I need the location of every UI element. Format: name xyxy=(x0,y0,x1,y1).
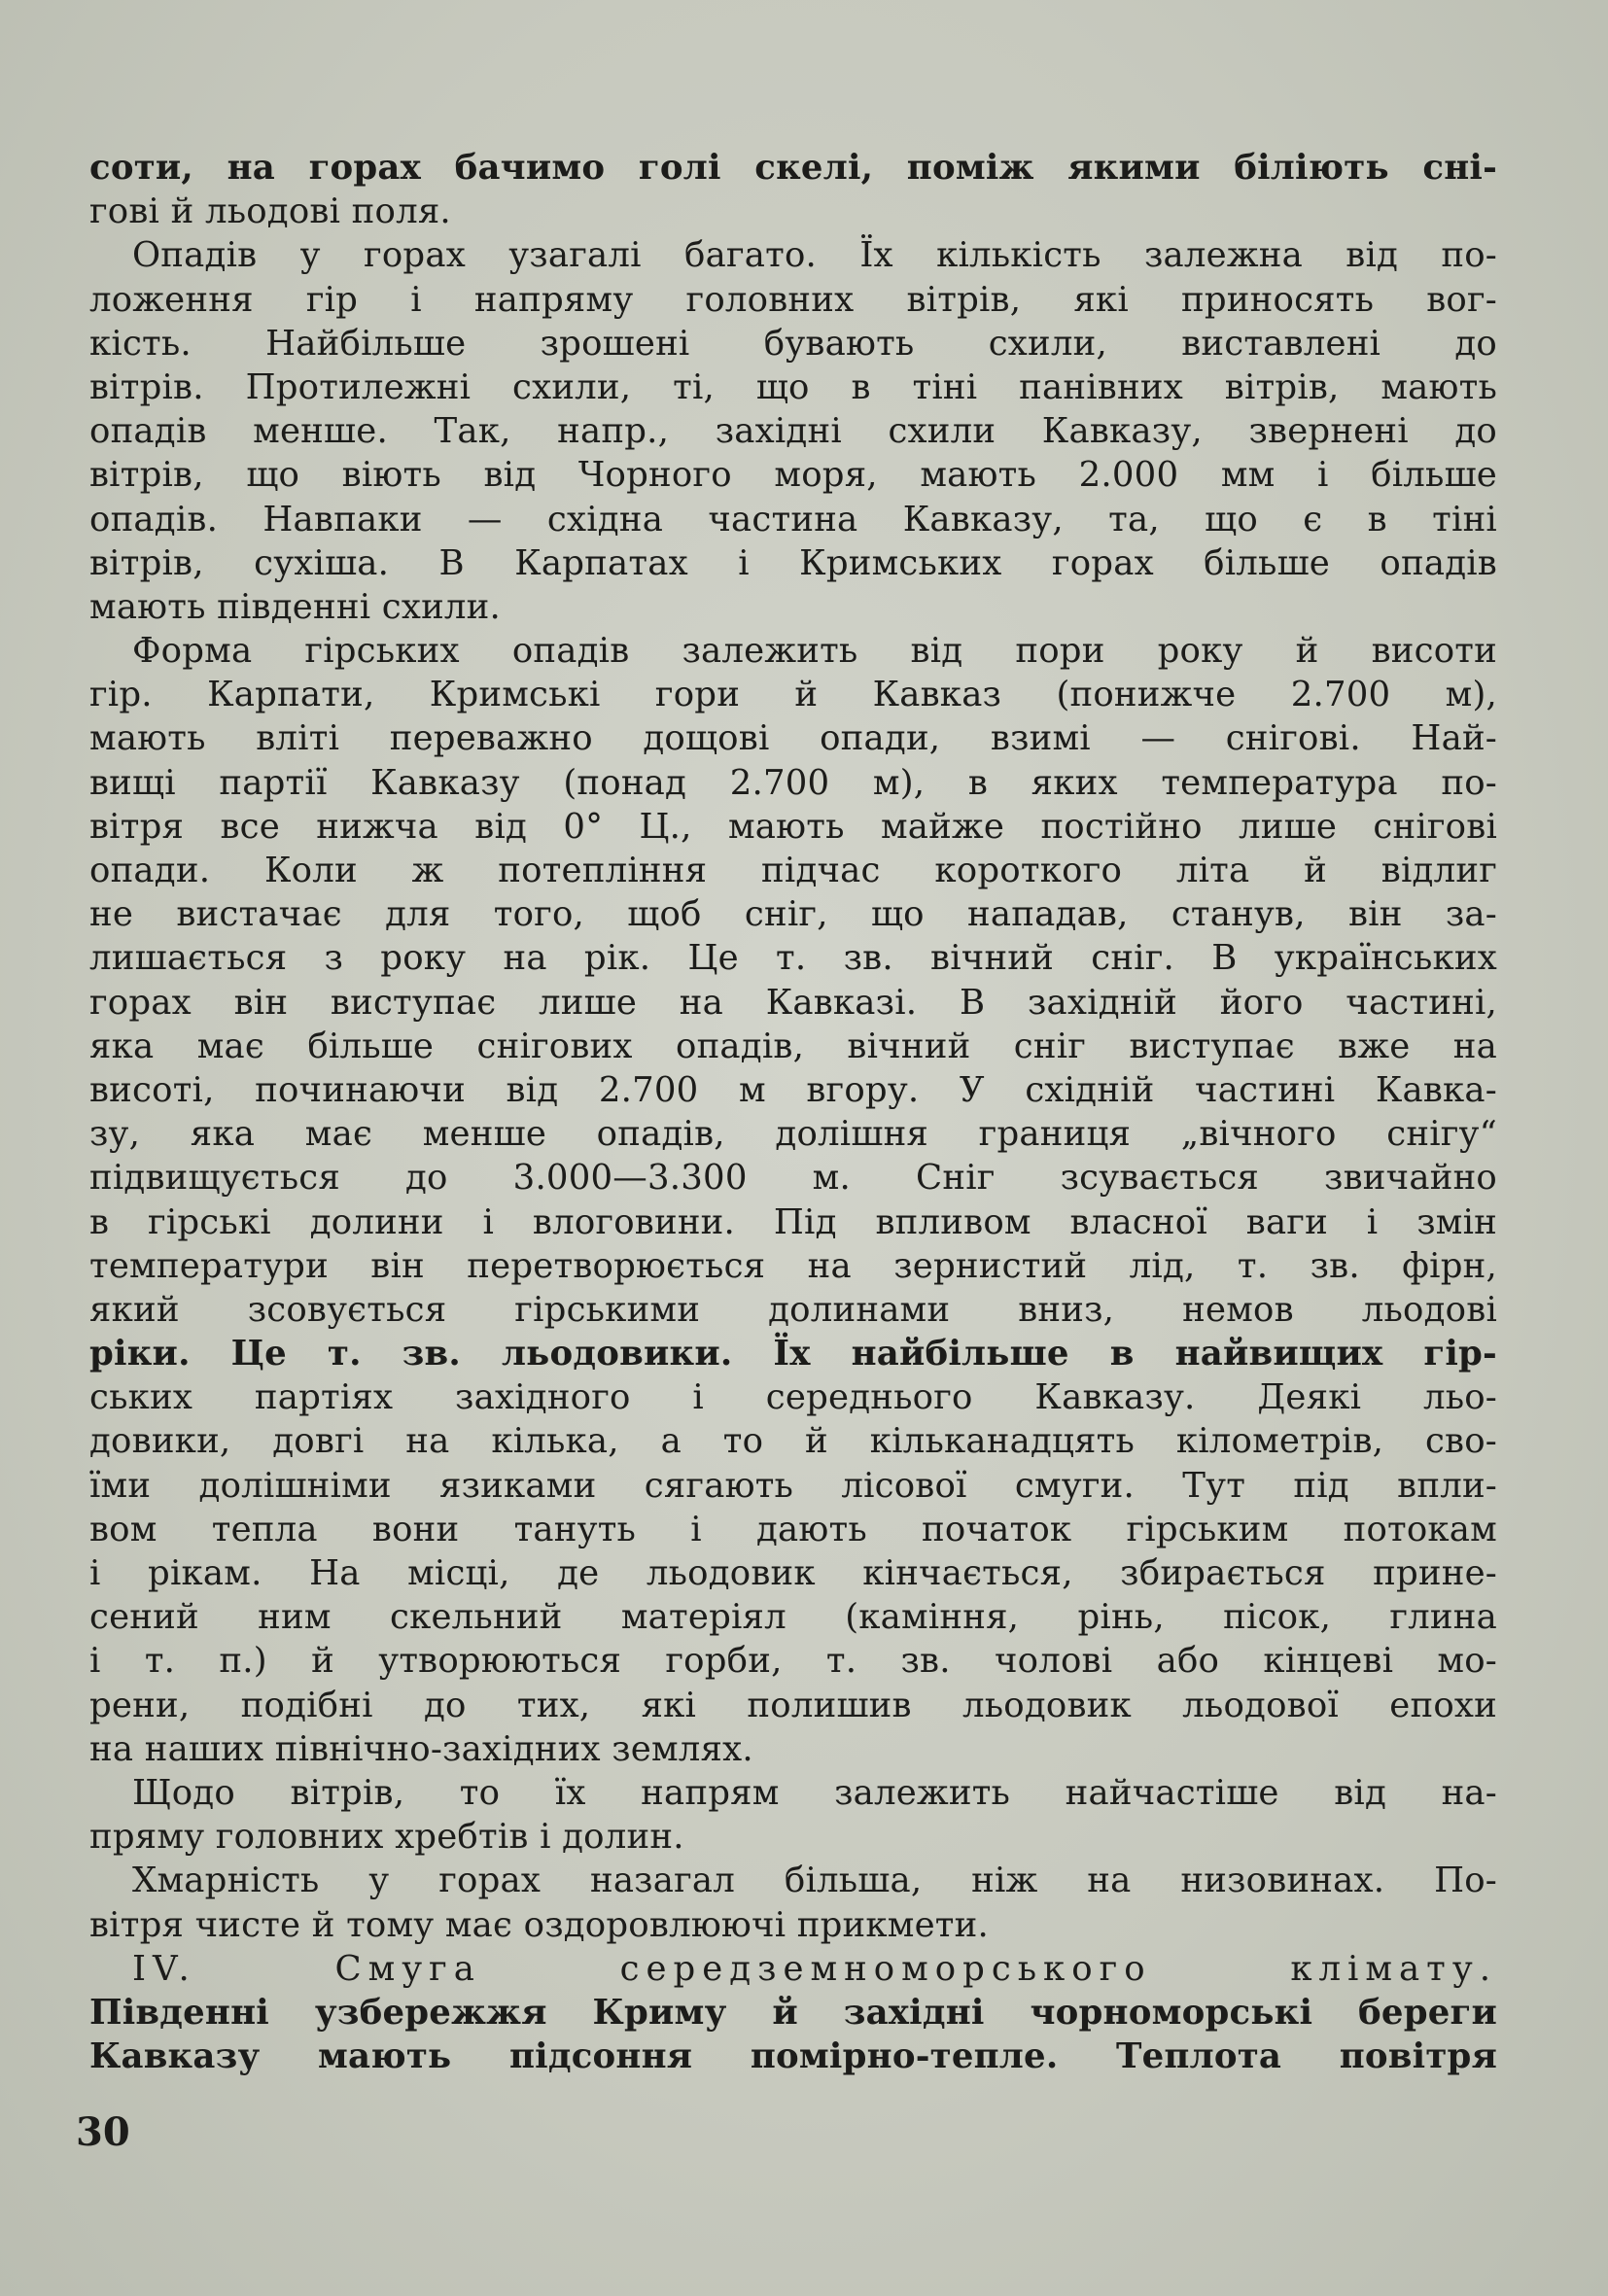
text-line: який зсовується гірськими долинами вниз, немов льодові xyxy=(89,1289,1497,1330)
text-line: гові й льодові поля. xyxy=(89,191,451,232)
text-line: опадів. Навпаки — східна частина Кавказу, та, що є в тіні xyxy=(89,499,1497,539)
text-line: лишається з року на рік. Це т. зв. вічний сніг. В українських xyxy=(89,938,1497,979)
text-line: гір. Карпати, Кримські гори й Кавказ (понижче 2.700 м), xyxy=(89,675,1497,715)
text-line: Кавказу мають підсоння помірно-тепле. Теплота повітря xyxy=(89,2036,1497,2077)
text-line: вітря все нижча від 0° Ц., мають майже постійно лише снігові xyxy=(89,806,1497,847)
text-line: пряму головних хребтів і долин. xyxy=(89,1817,684,1858)
text-line: кість. Найбільше зрошені бувають схили, виставлені до xyxy=(89,323,1497,364)
text-line: Щодо вітрів, то їх напрям залежить найчастіше від на- xyxy=(132,1772,1497,1813)
text-line: Опадів у горах узагалі багато. Їх кількість залежна від по- xyxy=(132,235,1497,276)
text-line: температури він перетворюється на зернистий лід, т. зв. фірн, xyxy=(89,1245,1497,1286)
section-heading: IV. Смуга середземноморського клімату. xyxy=(132,1948,1497,1989)
text-line: ріки. Це т. зв. льодовики. Їх найбільше в найвищих гір- xyxy=(89,1334,1497,1374)
text-line: вітрів, сухіша. В Карпатах і Кримських горах більше опадів xyxy=(89,542,1497,583)
text-line: підвищується до 3.000—3.300 м. Сніг зсувається звичайно xyxy=(89,1158,1497,1199)
text-line: сений ним скельний матеріял (каміння, рінь, пісок, глина xyxy=(89,1597,1497,1638)
text-line: Форма гірських опадів залежить від пори року й висоти xyxy=(132,631,1497,672)
body-text xyxy=(89,146,1497,2078)
text-line: горах він виступає лише на Кавказі. В західній його частині, xyxy=(89,982,1497,1023)
text-line: і рікам. На місці, де льодовик кінчається, збирається прине- xyxy=(89,1553,1497,1593)
text-line: висоті, починаючи від 2.700 м вгору. У східній частині Кавка- xyxy=(89,1069,1497,1110)
text-line: вищі партії Кавказу (понад 2.700 м), в яких температура по- xyxy=(89,762,1497,803)
text-line: вом тепла вони тануть і дають початок гірським потокам xyxy=(89,1509,1497,1549)
text-line: яка має більше снігових опадів, вічний сніг виступає вже на xyxy=(89,1026,1497,1066)
text-line: вітрів, що віють від Чорного моря, мають 2.000 мм і більше xyxy=(89,455,1497,496)
text-line: сoти, на горах бачимо голі скелі, поміж якими біліють сні- xyxy=(89,148,1497,188)
page-number: 30 xyxy=(76,2109,130,2155)
text-line: ложення гір і напряму головних вітрів, які приносять вог- xyxy=(89,279,1497,320)
text-line: вітря чисте й тому має оздоровлюючі прикмети. xyxy=(89,1904,989,1945)
text-line: мають вліті переважно дощові опади, взимі — снігові. Най- xyxy=(89,718,1497,759)
text-line: Хмарність у горах назагал більша, ніж на низовинах. По- xyxy=(132,1861,1497,1901)
text-line: не вистачає для того, щоб сніг, що нападав, станув, він за- xyxy=(89,894,1497,935)
text-line: довики, довгі на кілька, а то й кільканадцять кілометрів, сво- xyxy=(89,1421,1497,1462)
text-line: опадів менше. Так, напр., західні схили Кавказу, звернені до xyxy=(89,411,1497,452)
text-line: Південні узбережжя Криму й західні чорноморські береги xyxy=(89,1992,1497,2033)
text-line: їми долішніми язиками сягають лісової смуги. Тут під впли- xyxy=(89,1465,1497,1506)
text-line: рени, подібні до тих, які полишив льодовик льодової епохи xyxy=(89,1685,1497,1725)
text-line: на наших північно-західних землях. xyxy=(89,1728,753,1769)
text-line: зу, яка має менше опадів, долішня границя „вічного снігу“ xyxy=(89,1114,1497,1155)
text-line: ських партіях західного і середнього Кавказу. Деякі льо- xyxy=(89,1377,1497,1418)
text-line: опади. Коли ж потепління підчас короткого літа й відлиг xyxy=(89,851,1497,890)
text-line: мають південні схили. xyxy=(89,586,502,627)
text-line: в гірські долини і влоговини. Під впливом власної ваги і змін xyxy=(89,1201,1497,1242)
text-line: і т. п.) й утворюються горби, т. зв. чолові або кінцеві мо- xyxy=(89,1641,1497,1682)
text-line: вітрів. Протилежні схили, ті, що в тіні панівних вітрів, мають xyxy=(89,366,1497,407)
